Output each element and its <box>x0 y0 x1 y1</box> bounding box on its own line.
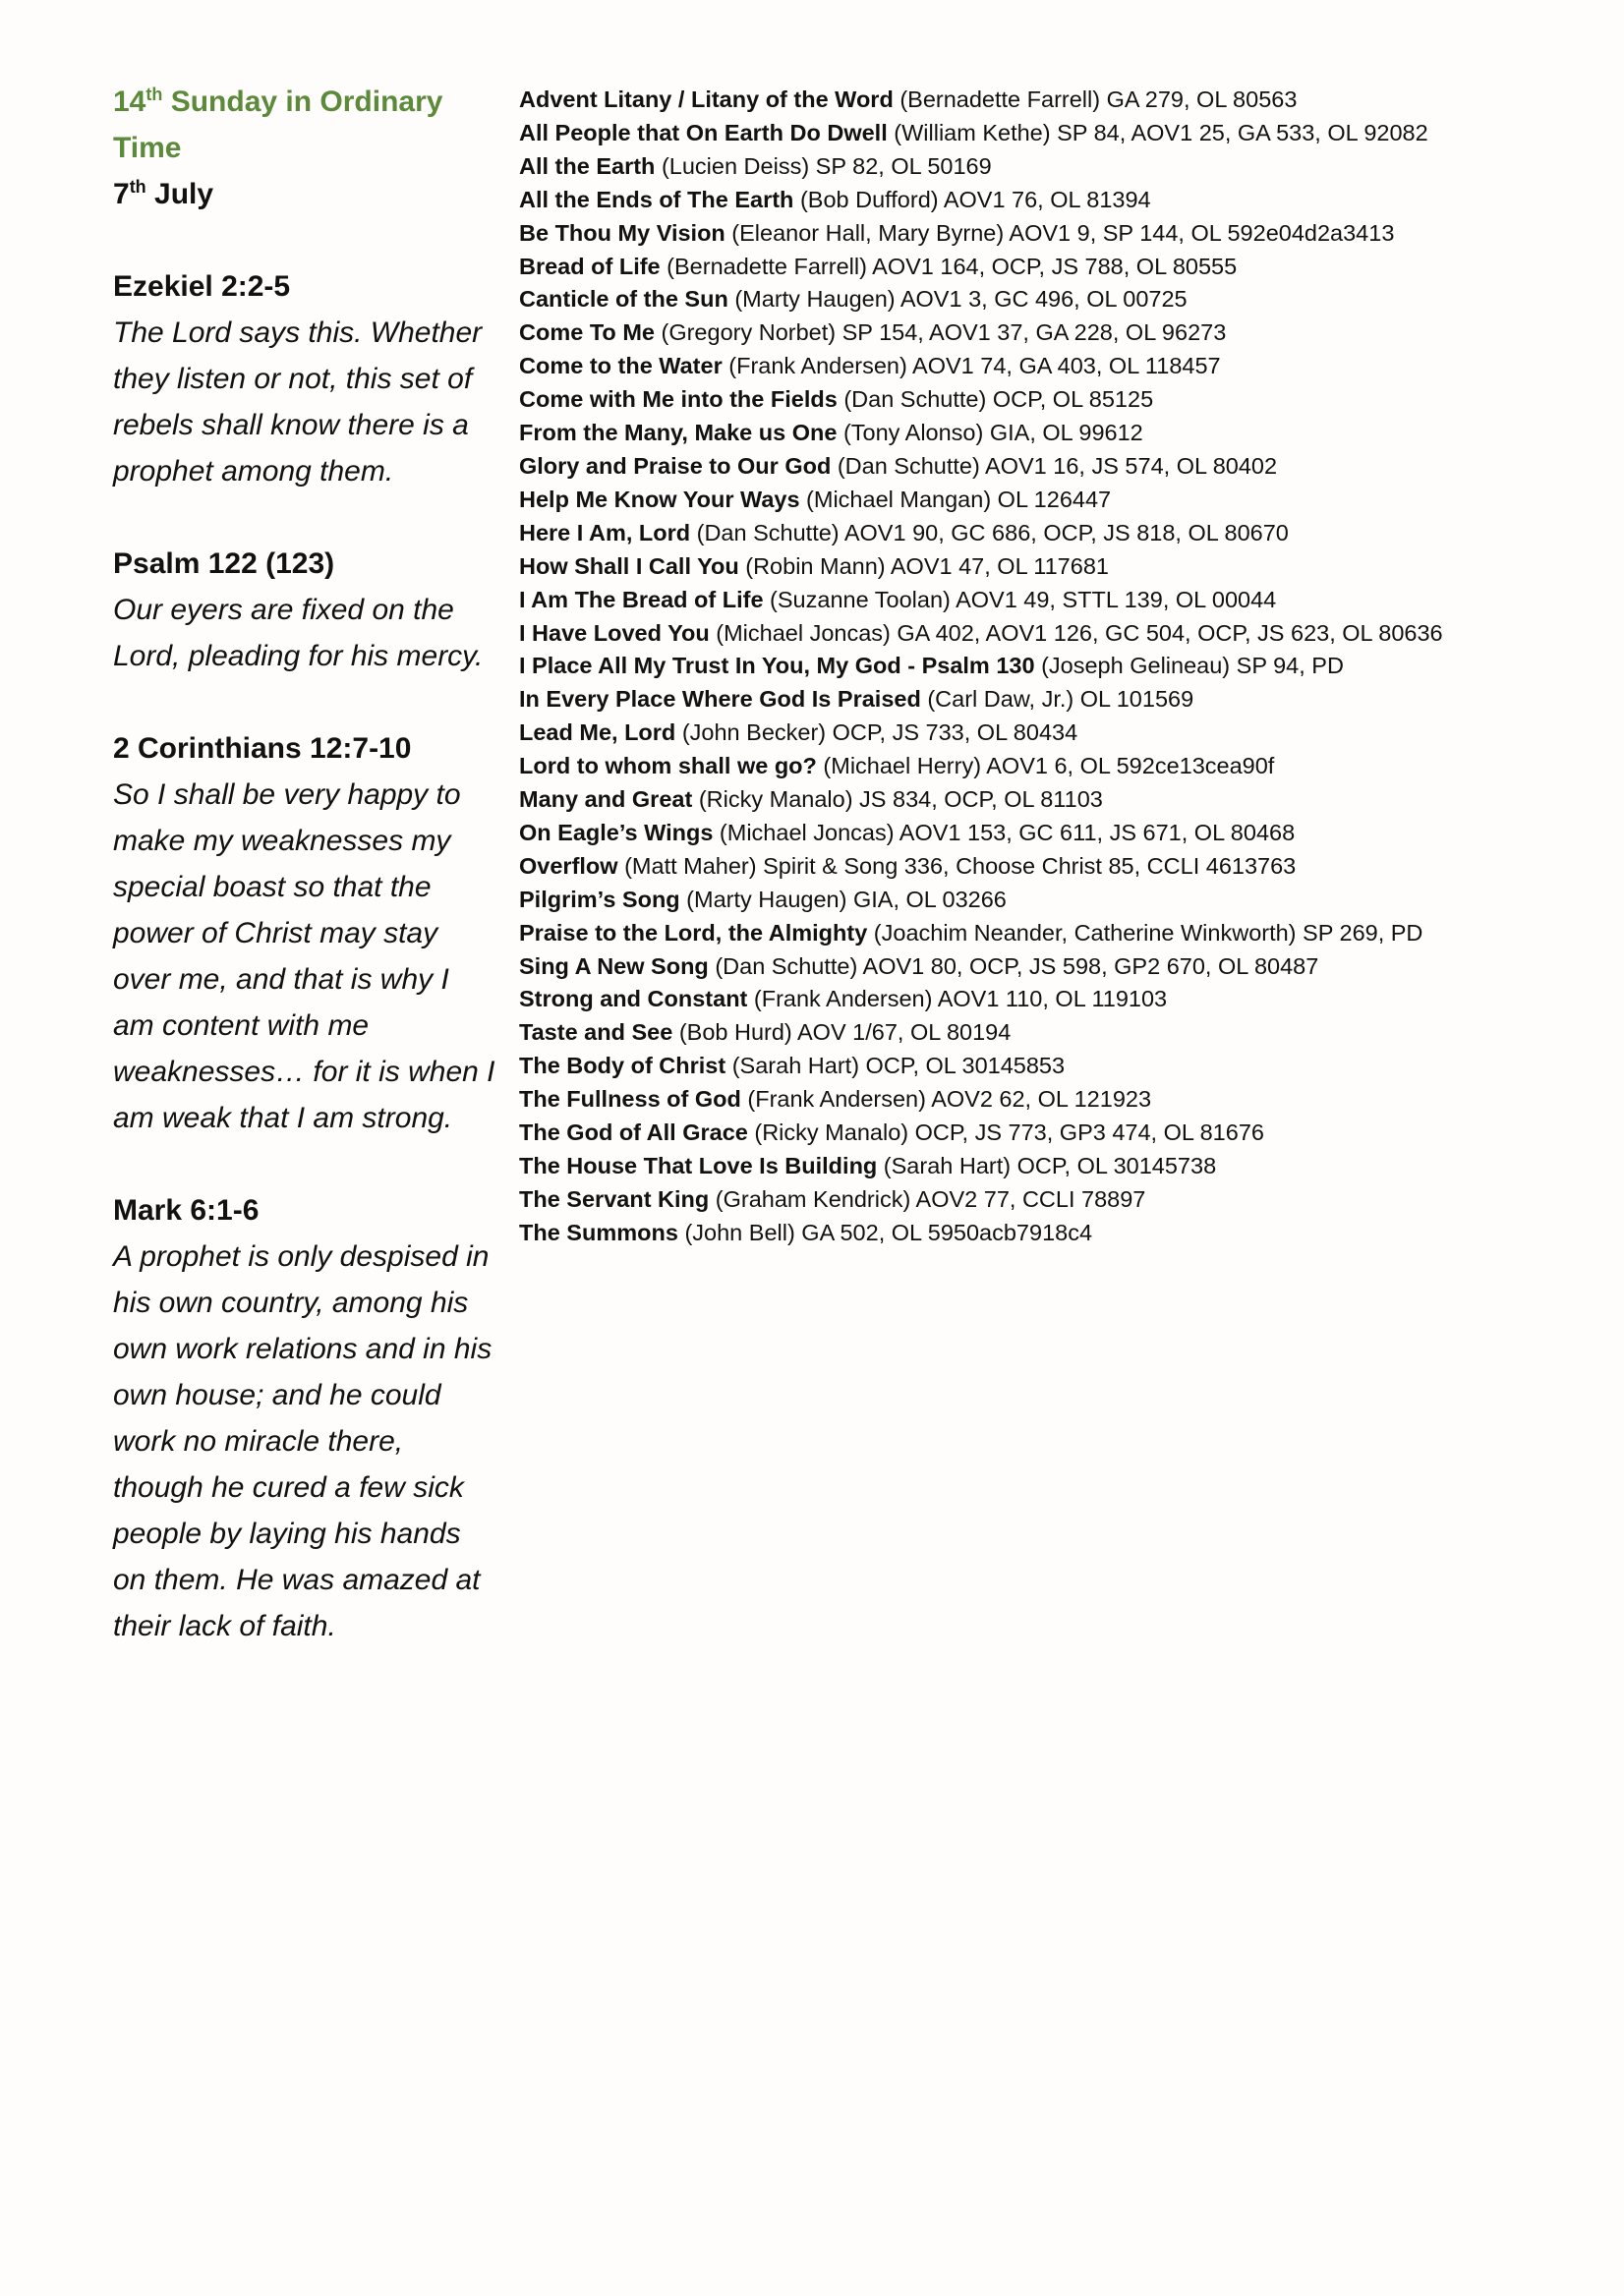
title-superscript: th <box>145 85 163 104</box>
song-details: (Marty Haugen) GIA, OL 03266 <box>679 886 1007 912</box>
song-title: Strong and Constant <box>519 986 748 1012</box>
song-details: (Dan Schutte) AOV1 80, OCP, JS 598, GP2 670, OL 80487 <box>708 952 1319 979</box>
song-title: Advent Litany / Litany of the Word <box>519 86 894 112</box>
song-title: Overflow <box>519 852 618 879</box>
date-superscript: th <box>129 177 146 197</box>
song-item <box>519 1183 1610 1217</box>
song-item <box>519 1083 1610 1117</box>
song-item <box>519 717 1610 750</box>
song-details: (John Becker) OCP, JS 733, OL 80434 <box>675 719 1078 746</box>
song-item <box>519 650 1610 683</box>
song-details: (Dan Schutte) AOV1 90, GC 686, OCP, JS 818, OL 80670 <box>690 519 1289 545</box>
song-details: (Graham Kendrick) AOV2 77, CCLI 78897 <box>709 1185 1146 1212</box>
song-title: Sing A New Song <box>519 952 709 979</box>
song-details: (Bob Hurd) AOV 1/67, OL 80194 <box>672 1019 1012 1046</box>
song-item <box>519 817 1610 850</box>
reading-second <box>113 725 496 1141</box>
song-details: (Robin Mann) AOV1 47, OL 117681 <box>738 552 1109 579</box>
song-item <box>519 117 1610 150</box>
song-item <box>519 617 1610 651</box>
song-item <box>519 917 1610 950</box>
song-item <box>519 417 1610 450</box>
song-details: (Joachim Neander, Catherine Winkworth) SP 269, PD <box>867 919 1423 946</box>
song-item <box>519 983 1610 1016</box>
song-details: (Tony Alonso) GIA, OL 99612 <box>837 420 1143 446</box>
title-text: Sunday in Ordinary Time <box>113 86 443 164</box>
song-details: (Sarah Hart) OCP, OL 30145853 <box>725 1053 1066 1079</box>
song-details: (Joseph Gelineau) SP 94, PD <box>1034 653 1344 679</box>
song-details: (Dan Schutte) OCP, OL 85125 <box>837 386 1154 413</box>
song-item <box>519 1050 1610 1083</box>
song-item <box>519 450 1610 484</box>
song-title: Pilgrim’s Song <box>519 886 680 912</box>
song-title: In Every Place Where God Is Praised <box>519 686 921 713</box>
song-item <box>519 184 1610 217</box>
song-title: Bread of Life <box>519 253 661 279</box>
song-title: The God of All Grace <box>519 1119 748 1146</box>
song-item <box>519 517 1610 550</box>
song-list <box>519 84 1610 1250</box>
song-item <box>519 217 1610 251</box>
song-item <box>519 1016 1610 1050</box>
song-item <box>519 750 1610 783</box>
song-title: I Am The Bread of Life <box>519 586 764 612</box>
reading-reference: Psalm 122 (123) <box>113 547 335 580</box>
song-item <box>519 683 1610 717</box>
song-details: (Bob Dufford) AOV1 76, OL 81394 <box>793 186 1151 212</box>
song-item <box>519 584 1610 617</box>
song-item <box>519 1150 1610 1183</box>
song-details: (Frank Andersen) AOV2 62, OL 121923 <box>740 1086 1152 1113</box>
song-title: Come to the Water <box>519 353 723 379</box>
reading-gospel <box>113 1187 496 1649</box>
song-title: All the Ends of The Earth <box>519 186 794 212</box>
reading-text: The Lord says this. Whether they listen or not, this set of rebels shall know there is a prophet among them. <box>113 316 483 488</box>
song-details: (Eleanor Hall, Mary Byrne) AOV1 9, SP 144, OL 592e04d2a3413 <box>725 219 1395 246</box>
reading-text: So I shall be very happy to make my weaknesses my special boast so that the power of Christ may stay over me, and that is why I am content with me weaknesses… for it is when I am weak that I am strong. <box>113 778 495 1134</box>
reading-text: A prophet is only despised in his own country, among his own work relations and in his own house; and he could work no miracle there, though he cured a few sick people by laying his hands on them. He was amazed at their lack of faith. <box>113 1240 493 1642</box>
song-title: How Shall I Call You <box>519 552 739 579</box>
song-details: (Frank Andersen) AOV1 74, GA 403, OL 118457 <box>722 353 1221 379</box>
song-details: (Carl Daw, Jr.) OL 101569 <box>920 686 1194 713</box>
song-details: (Frank Andersen) AOV1 110, OL 119103 <box>747 986 1168 1012</box>
song-item <box>519 251 1610 284</box>
song-details: (Gregory Norbet) SP 154, AOV1 37, GA 228, OL 96273 <box>654 319 1227 346</box>
date-month: July <box>145 178 214 210</box>
page-date <box>113 171 496 217</box>
song-title: I Have Loved You <box>519 619 710 646</box>
song-details: (Ricky Manalo) OCP, JS 773, GP3 474, OL 81676 <box>747 1119 1264 1146</box>
song-title: Many and Great <box>519 786 693 813</box>
song-details: (William Kethe) SP 84, AOV1 25, GA 533, OL 92082 <box>887 119 1428 145</box>
song-title: From the Many, Make us One <box>519 420 838 446</box>
song-item <box>519 84 1610 117</box>
song-item <box>519 283 1610 316</box>
song-title: Praise to the Lord, the Almighty <box>519 919 868 946</box>
song-title: The Summons <box>519 1219 678 1245</box>
song-item <box>519 850 1610 884</box>
song-title: Taste and See <box>519 1019 673 1046</box>
song-item <box>519 884 1610 917</box>
reading-text: Our eyers are fixed on the Lord, pleading for his mercy. <box>113 594 484 672</box>
song-details: (Ricky Manalo) JS 834, OCP, OL 81103 <box>692 786 1103 813</box>
song-title: All the Earth <box>519 152 656 179</box>
song-title: Come To Me <box>519 319 655 346</box>
song-details: (Michael Mangan) OL 126447 <box>799 486 1112 512</box>
song-item <box>519 950 1610 984</box>
song-title: The Body of Christ <box>519 1053 726 1079</box>
song-title: Lead Me, Lord <box>519 719 676 746</box>
song-details: (Michael Herry) AOV1 6, OL 592ce13cea90f <box>816 753 1275 779</box>
song-item <box>519 350 1610 383</box>
song-details: (Lucien Deiss) SP 82, OL 50169 <box>655 152 992 179</box>
song-title: The Servant King <box>519 1185 710 1212</box>
song-details: (Matt Maher) Spirit & Song 336, Choose Christ 85, CCLI 4613763 <box>617 852 1297 879</box>
song-details: (Michael Joncas) GA 402, AOV1 126, GC 504, OCP, JS 623, OL 80636 <box>709 619 1443 646</box>
song-details: (Suzanne Toolan) AOV1 49, STTL 139, OL 00044 <box>763 586 1277 612</box>
reading-reference: Ezekiel 2:2-5 <box>113 270 291 303</box>
song-title: Canticle of the Sun <box>519 286 728 313</box>
song-title: On Eagle’s Wings <box>519 819 714 845</box>
song-details: (John Bell) GA 502, OL 5950acb7918c4 <box>677 1219 1093 1245</box>
song-title: Here I Am, Lord <box>519 519 691 545</box>
song-item <box>519 1217 1610 1250</box>
page-title <box>113 79 496 171</box>
song-item <box>519 150 1610 184</box>
song-title: Glory and Praise to Our God <box>519 452 832 479</box>
song-title: I Place All My Trust In You, My God - Psalm 130 <box>519 653 1035 679</box>
song-item <box>519 550 1610 584</box>
date-number: 7 <box>113 178 130 210</box>
song-details: (Sarah Hart) OCP, OL 30145738 <box>877 1153 1217 1178</box>
song-item <box>519 484 1610 517</box>
song-item <box>519 383 1610 417</box>
reading-first <box>113 263 496 494</box>
title-number: 14 <box>113 86 146 118</box>
song-item <box>519 316 1610 350</box>
song-title: Lord to whom shall we go? <box>519 753 817 779</box>
reading-psalm <box>113 541 496 679</box>
reading-reference: 2 Corinthians 12:7-10 <box>113 732 412 765</box>
readings-column <box>113 79 496 1649</box>
song-item <box>519 783 1610 817</box>
song-details: (Marty Haugen) AOV1 3, GC 496, OL 00725 <box>727 286 1188 313</box>
song-title: Help Me Know Your Ways <box>519 486 800 512</box>
song-title: Be Thou My Vision <box>519 219 725 246</box>
song-details: (Bernadette Farrell) GA 279, OL 80563 <box>893 86 1298 112</box>
reading-reference: Mark 6:1-6 <box>113 1194 260 1227</box>
song-details: (Michael Joncas) AOV1 153, GC 611, JS 671, OL 80468 <box>713 819 1296 845</box>
song-title: The House That Love Is Building <box>519 1153 878 1178</box>
song-title: The Fullness of God <box>519 1086 741 1113</box>
song-details: (Bernadette Farrell) AOV1 164, OCP, JS 788, OL 80555 <box>660 253 1238 279</box>
song-title: All People that On Earth Do Dwell <box>519 119 888 145</box>
song-item <box>519 1117 1610 1150</box>
song-details: (Dan Schutte) AOV1 16, JS 574, OL 80402 <box>831 452 1278 479</box>
song-title: Come with Me into the Fields <box>519 386 838 413</box>
